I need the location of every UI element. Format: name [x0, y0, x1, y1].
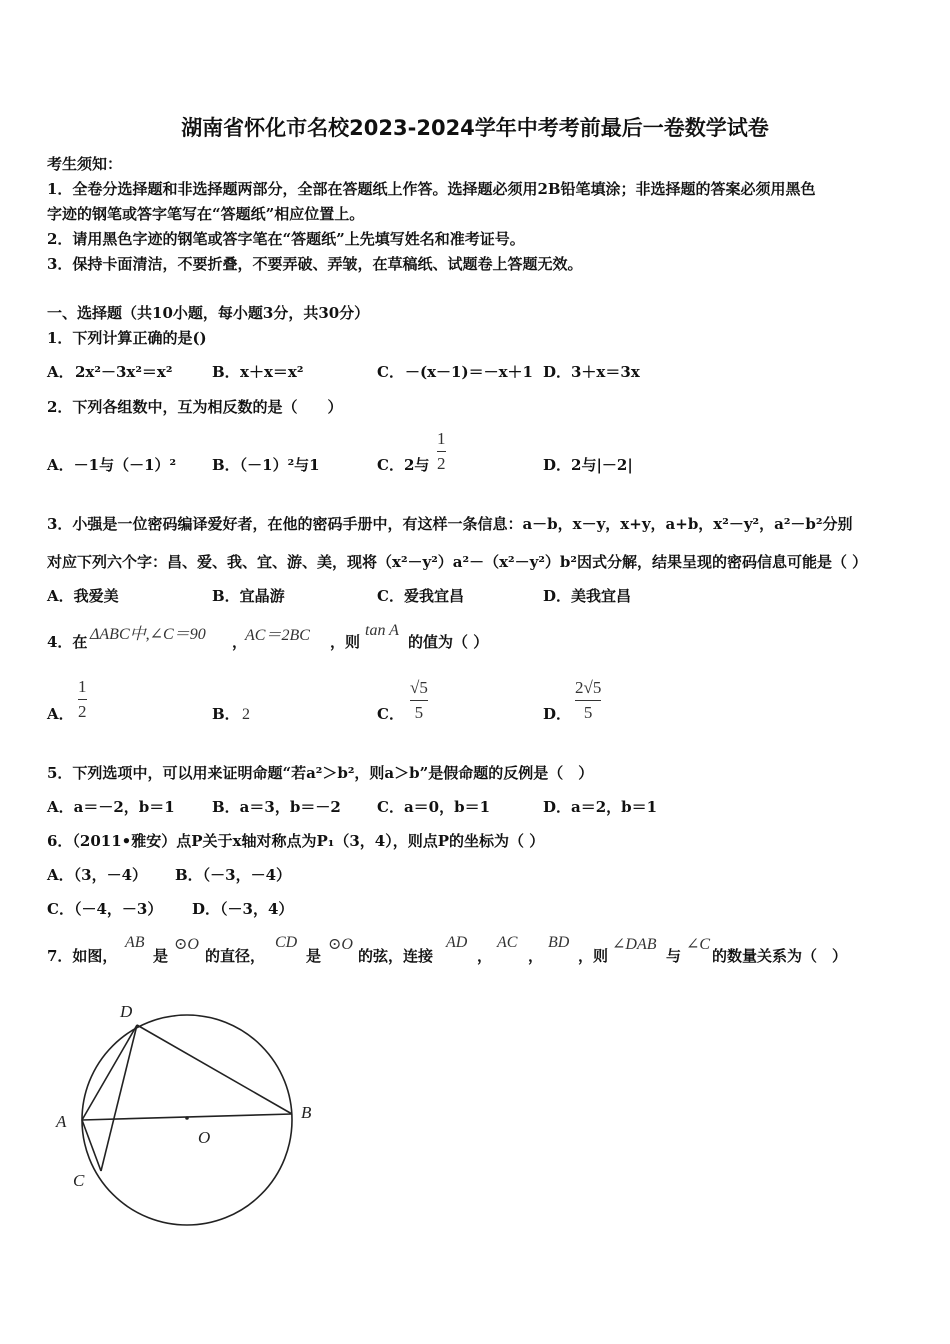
- q7-text: 是: [153, 947, 169, 965]
- question-3-line: 3．小强是一位密码编译爱好者，在他的密码手册中，有这样一条信息：a－b，x－y，x+y，a+b，x²－y²，a²－b²分别: [47, 515, 853, 533]
- q2-option-d: D．2与|－2|: [543, 456, 633, 474]
- point-label-o: O: [198, 1128, 211, 1147]
- q7-math: CD: [275, 934, 298, 951]
- q7-text: 的数量关系为（ ）: [712, 947, 848, 965]
- q3-option-c: C．爱我宜昌: [377, 587, 464, 605]
- chord-da: [82, 1025, 137, 1120]
- fraction-denominator: 2: [78, 702, 87, 721]
- q4-then: ，则: [330, 633, 361, 651]
- q7-math: AC: [497, 934, 518, 951]
- q5-option-b: B．a＝3，b＝－2: [212, 798, 341, 816]
- q2-option-a: A．－1与（－1）²: [47, 456, 177, 474]
- q3-option-a: A．我爱美: [47, 587, 119, 605]
- q1-option-d-label: D．: [543, 363, 572, 381]
- q4-option-d-fraction: [575, 678, 601, 723]
- q1-option-d: 3＋x＝3x: [571, 363, 640, 381]
- q6-option-b: B．（－3，－4）: [175, 866, 292, 884]
- notice-item: 1．全卷分选择题和非选择题两部分，全部在答题纸上作答。选择题必须用2B铅笔填涂；非选择题的答案必须用黑色: [47, 180, 816, 198]
- q4-prefix: 4．在: [47, 633, 88, 651]
- q1-option-c: －(x－1)＝－x＋1: [405, 363, 533, 381]
- q7-math: BD: [548, 934, 570, 951]
- q7-math: ⊙O: [328, 936, 353, 953]
- fraction-numerator: 1: [437, 429, 446, 448]
- q7-text: ，: [477, 947, 493, 965]
- q7-text: 是: [306, 947, 322, 965]
- q7-text: 7．如图，: [47, 947, 118, 965]
- notice-heading: 考生须知：: [47, 155, 123, 173]
- q3-option-b: B．宜晶游: [212, 587, 285, 605]
- q6-option-a: A．（3，－4）: [47, 866, 148, 884]
- q3-option-d: D．美我宜昌: [543, 587, 632, 605]
- center-point: [185, 1116, 189, 1120]
- question-6-stem: 6．（2011•雅安）点P关于x轴对称点为P₁（3，4），则点P的坐标为（ ）: [47, 832, 545, 850]
- q7-math: AB: [125, 934, 145, 951]
- q7-math: ⊙O: [174, 936, 199, 953]
- question-2-stem: 2．下列各组数中，互为相反数的是（ ）: [47, 398, 343, 416]
- q6-option-d: D．（－3，4）: [192, 900, 294, 918]
- q7-text: 的弦，连接: [358, 947, 434, 965]
- q4-condition-1: ΔABC中,∠C＝90: [90, 626, 206, 643]
- q2-option-c-fraction: [437, 429, 446, 474]
- q7-text: ，则: [578, 947, 609, 965]
- chord-db: [137, 1025, 292, 1114]
- fraction-numerator: 2√5: [575, 678, 602, 697]
- q7-text: 与: [666, 947, 682, 965]
- question-3-line: 对应下列六个字：昌、爱、我、宜、游、美，现将（x²－y²）a²－（x²－y²）b²因式分解，结果呈现的密码信息可能是（ ）: [47, 553, 868, 571]
- chord-dc: [101, 1025, 137, 1171]
- q1-option-b-label: B．: [212, 363, 240, 381]
- q5-option-d: D．a＝2，b＝1: [543, 798, 658, 816]
- q4-option-a-label: A．: [47, 705, 74, 723]
- fraction-numerator: 1: [78, 677, 87, 696]
- q4-option-b: 2: [242, 706, 250, 723]
- point-label-d: D: [120, 1002, 133, 1021]
- q4-option-c-fraction: [410, 678, 428, 723]
- q1-option-b: x＋x＝x²: [240, 363, 304, 381]
- notice-item: 2．请用黑色字迹的钢笔或答字笔在“答题纸”上先填写姓名和准考证号。: [47, 230, 525, 248]
- fraction-denominator: 2: [437, 454, 446, 473]
- fraction-numerator: √5: [410, 678, 428, 697]
- q4-option-b-label: B．: [212, 705, 240, 723]
- q1-option-a: 2x²－3x²＝x²: [75, 363, 173, 381]
- fraction-denominator: 5: [414, 703, 424, 722]
- q5-option-a: A．a＝－2，b＝1: [47, 798, 175, 816]
- q2-option-b: B．（－1）²与1: [212, 456, 320, 474]
- point-label-b: B: [301, 1103, 312, 1122]
- notice-item: 3．保持卡面清洁，不要折叠，不要弄破、弄皱，在草稿纸、试题卷上答题无效。: [47, 255, 583, 273]
- q1-option-c-label: C．: [377, 363, 404, 381]
- q7-text: ，: [528, 947, 544, 965]
- q4-option-a-fraction: [78, 677, 87, 722]
- q7-math: ∠C: [686, 936, 711, 953]
- q4-comma: ，: [232, 633, 248, 651]
- q4-option-d-label: D．: [543, 705, 572, 723]
- point-label-a: A: [56, 1112, 67, 1131]
- circle-figure: [40, 990, 340, 1240]
- point-label-c: C: [73, 1171, 85, 1190]
- section-heading: 一、选择题（共10小题，每小题3分，共30分）: [47, 304, 370, 322]
- q7-math: ∠DAB: [612, 936, 657, 953]
- q1-option-a-label: A．: [47, 363, 74, 381]
- question-1-stem: 1．下列计算正确的是(): [47, 329, 207, 347]
- q4-expression: tan A: [365, 622, 399, 639]
- q4-condition-2: AC＝2BC: [245, 627, 310, 644]
- q4-suffix: 的值为（ ）: [408, 633, 489, 651]
- q6-option-c: C．（－4，－3）: [47, 900, 163, 918]
- q4-option-c-label: C．: [377, 705, 404, 723]
- notice-item: 字迹的钢笔或答字笔写在“答题纸”相应位置上。: [47, 205, 365, 223]
- q7-text: 的直径，: [205, 947, 266, 965]
- q2-option-c: C．2与: [377, 456, 430, 474]
- q5-option-c: C．a＝0，b＝1: [377, 798, 491, 816]
- q7-math: AD: [446, 934, 468, 951]
- page-title: 湖南省怀化市名校2023-2024学年中考考前最后一卷数学试卷: [181, 116, 769, 140]
- fraction-denominator: 5: [583, 703, 593, 722]
- question-5-stem: 5．下列选项中，可以用来证明命题“若a²＞b²，则a＞b”是假命题的反例是（ ）: [47, 764, 594, 782]
